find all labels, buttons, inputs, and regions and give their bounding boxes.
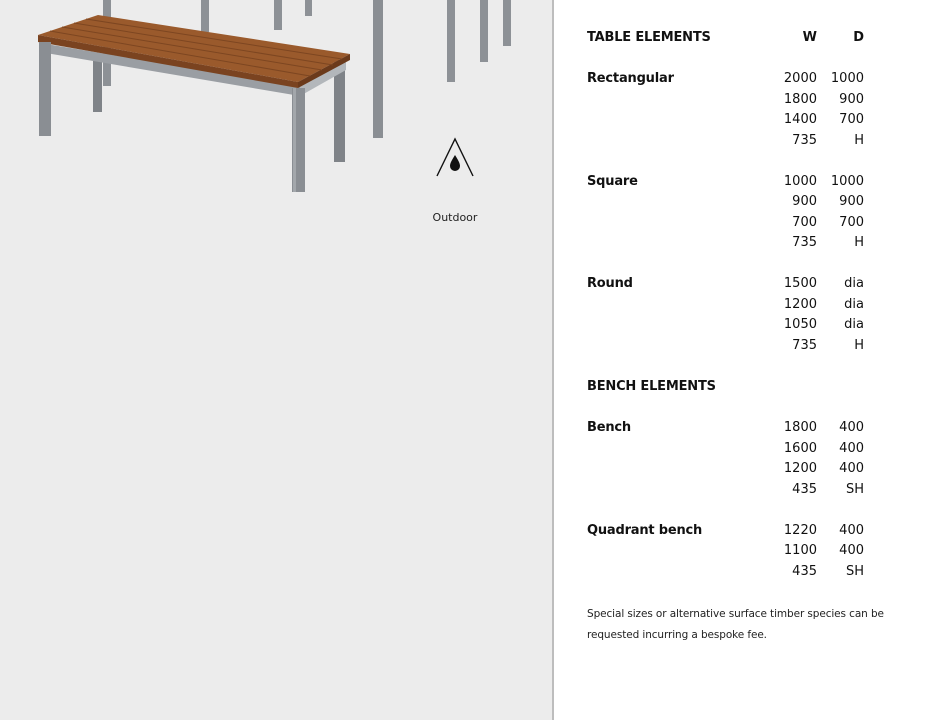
width-header: W xyxy=(802,30,817,45)
table-row xyxy=(587,296,867,314)
table-row xyxy=(587,193,867,211)
depth-value: dia xyxy=(844,276,864,291)
outdoor-badge xyxy=(424,136,486,182)
table-row xyxy=(587,111,867,129)
depth-value: 700 xyxy=(839,215,864,230)
depth-value: dia xyxy=(844,317,864,332)
depth-value: 700 xyxy=(839,112,864,127)
table-row xyxy=(587,419,867,437)
width-value: 1100 xyxy=(783,543,817,558)
width-value: 1600 xyxy=(783,441,817,456)
bespoke-footnote: Special sizes or alternative surface timber species can be requested incurring a bespoke fee. xyxy=(587,608,884,641)
depth-value: 400 xyxy=(839,461,864,476)
table-row xyxy=(587,173,867,191)
width-value: 1800 xyxy=(783,420,817,435)
table-row xyxy=(587,316,867,334)
table-row xyxy=(587,337,867,355)
depth-value: SH xyxy=(845,564,864,579)
table-row xyxy=(587,234,867,252)
depth-value: 1000 xyxy=(830,71,864,86)
row-label-bench: Bench xyxy=(587,420,631,435)
table-header xyxy=(587,29,867,47)
spec-panel xyxy=(554,0,940,720)
depth-value: 900 xyxy=(839,92,864,107)
width-value: 735 xyxy=(792,133,817,148)
width-value: 735 xyxy=(792,235,817,250)
width-value: 1400 xyxy=(783,112,817,127)
width-value: 1000 xyxy=(783,174,817,189)
width-value: 900 xyxy=(792,194,817,209)
table-row xyxy=(587,440,867,458)
width-value: 1220 xyxy=(783,523,817,538)
depth-value: H xyxy=(854,133,864,148)
width-value: 435 xyxy=(792,482,817,497)
depth-value: H xyxy=(854,235,864,250)
bench-elements-title: BENCH ELEMENTS xyxy=(587,379,716,394)
width-value: 735 xyxy=(792,338,817,353)
row-label-rectangular: Rectangular xyxy=(587,71,674,86)
table-elements-title: TABLE ELEMENTS xyxy=(587,30,711,45)
depth-value: SH xyxy=(845,482,864,497)
depth-value: 900 xyxy=(839,194,864,209)
depth-value: 400 xyxy=(839,420,864,435)
width-value: 435 xyxy=(792,564,817,579)
row-label-square: Square xyxy=(587,174,638,189)
table-row xyxy=(587,542,867,560)
table-row xyxy=(587,132,867,150)
depth-value: 400 xyxy=(839,441,864,456)
width-value: 1500 xyxy=(783,276,817,291)
depth-header: D xyxy=(853,30,864,45)
depth-value: 1000 xyxy=(830,174,864,189)
width-value: 1800 xyxy=(783,92,817,107)
depth-value: 400 xyxy=(839,523,864,538)
depth-value: H xyxy=(854,338,864,353)
table-row xyxy=(587,214,867,232)
table-row xyxy=(587,70,867,88)
row-label-round: Round xyxy=(587,276,633,291)
table-row xyxy=(587,91,867,109)
width-value: 1200 xyxy=(783,461,817,476)
table-row xyxy=(587,522,867,540)
width-value: 700 xyxy=(792,215,817,230)
outdoor-label: Outdoor xyxy=(432,211,478,224)
bench-photo xyxy=(0,0,552,230)
width-value: 2000 xyxy=(783,71,817,86)
water-drop-icon xyxy=(435,136,475,178)
width-value: 1200 xyxy=(783,297,817,312)
table-row xyxy=(587,481,867,499)
table-row xyxy=(587,460,867,478)
table-row xyxy=(587,563,867,581)
table-row xyxy=(587,275,867,293)
width-value: 1050 xyxy=(783,317,817,332)
depth-value: 400 xyxy=(839,543,864,558)
row-label-quadrant-bench: Quadrant bench xyxy=(587,523,703,538)
depth-value: dia xyxy=(844,297,864,312)
